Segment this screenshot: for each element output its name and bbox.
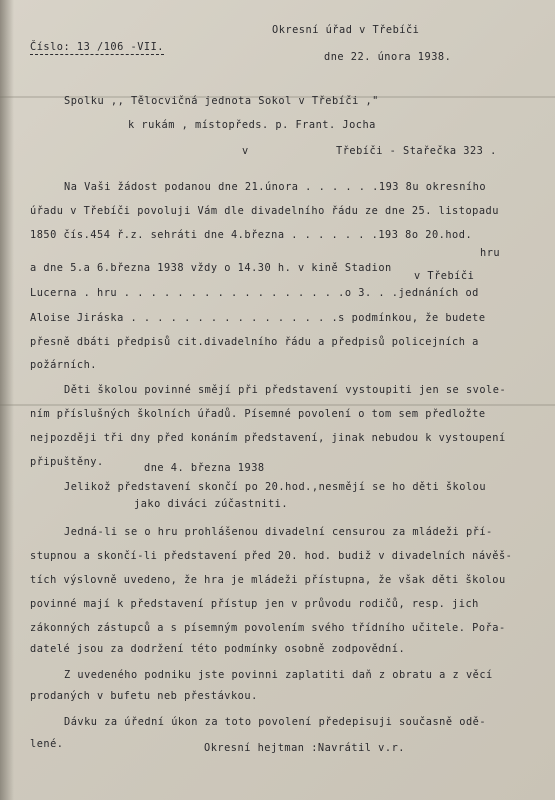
attention-line: k rukám , místopředs. p. Frant. Jocha	[128, 119, 376, 131]
body-line: 1850 čís.454 ř.z. sehráti dne 4.března . . . . . . .193 8o 20.hod.	[30, 229, 473, 241]
paper-fold	[0, 404, 555, 406]
body-line: povinné mají k představení přístup jen v průvodu rodičů, resp. jich	[30, 598, 479, 610]
body-line: Děti školou povinné smějí při představení vystoupiti jen se svole-	[64, 384, 507, 396]
addressee: Spolku ,, Tělocvičná jednota Sokol v Třebíči ,"	[64, 95, 379, 107]
office-name: Okresní úřad v Třebíči	[272, 24, 420, 36]
page-edge-shadow	[0, 0, 14, 800]
body-line: nejpozději tři dny před konáním představení, jinak nebudou k vystoupení	[30, 432, 506, 444]
letter-date: dne 22. února 1938.	[324, 51, 452, 63]
body-line: jako diváci zúčastniti.	[134, 498, 289, 510]
body-line: tích výslovně uvedeno, že hra je mládeži přístupna, že však děti školou	[30, 574, 506, 586]
body-line: přesně dbáti předpisů cit.divadelního řádu a předpisů policejních a	[30, 336, 479, 348]
body-line: Dávku za úřední úkon za toto povolení předepisuji současně odě-	[64, 716, 487, 728]
body-line: Jelikož představení skončí po 20.hod.,nesmějí se ho děti školou	[64, 481, 487, 493]
body-line: ním příslušných školních úřadů. Písemné povolení o tom sem předložte	[30, 408, 486, 420]
address-v: v	[242, 145, 249, 157]
body-line: datelé jsou za dodržení této podmínky osobně zodpovědní.	[30, 643, 406, 655]
reference-number: Číslo: 13 /106 -VII.	[30, 41, 164, 53]
body-line: požárních.	[30, 359, 97, 371]
body-line: zákonných zástupců a s písemným povolením svého třídního učitele. Pořa-	[30, 622, 506, 634]
body-line: Jedná-li se o hru prohlášenou divadelní censurou za mládeži pří-	[64, 526, 493, 538]
address-place: Třebíči - Stařečka 323 .	[336, 145, 497, 157]
body-line: Na Vaši žádost podanou dne 21.února . . . . . .193 8u okresního	[64, 181, 487, 193]
body-line: a dne 5.a 6.března 1938 vždy o 14.30 h. v kině Stadion	[30, 262, 392, 274]
body-line: úřadu v Třebíči povoluji Vám dle divadelního řádu ze dne 25. listopadu	[30, 205, 499, 217]
body-line-insert: hru	[480, 247, 501, 259]
body-line: Z uvedeného podniku jste povinni zaplatiti daň z obratu a z věcí	[64, 669, 493, 681]
body-line-insert: dne 4. března 1938	[144, 462, 265, 474]
body-line: připuštěny.	[30, 456, 104, 468]
body-line-insert: v Třebíči	[414, 270, 475, 282]
body-line: stupnou a skončí-li představení před 20. hod. budiž v divadelních návěš-	[30, 550, 513, 562]
body-line: lené.	[30, 738, 64, 750]
body-line: Aloise Jiráska . . . . . . . . . . . . . . . .s podmínkou, že budete	[30, 312, 486, 324]
body-line: prodaných v bufetu neb přestávkou.	[30, 690, 258, 702]
signature-line: Okresní hejtman :Navrátil v.r.	[204, 742, 405, 754]
body-line: Lucerna . hru . . . . . . . . . . . . . . . . .o 3. . .jednáních od	[30, 287, 479, 299]
